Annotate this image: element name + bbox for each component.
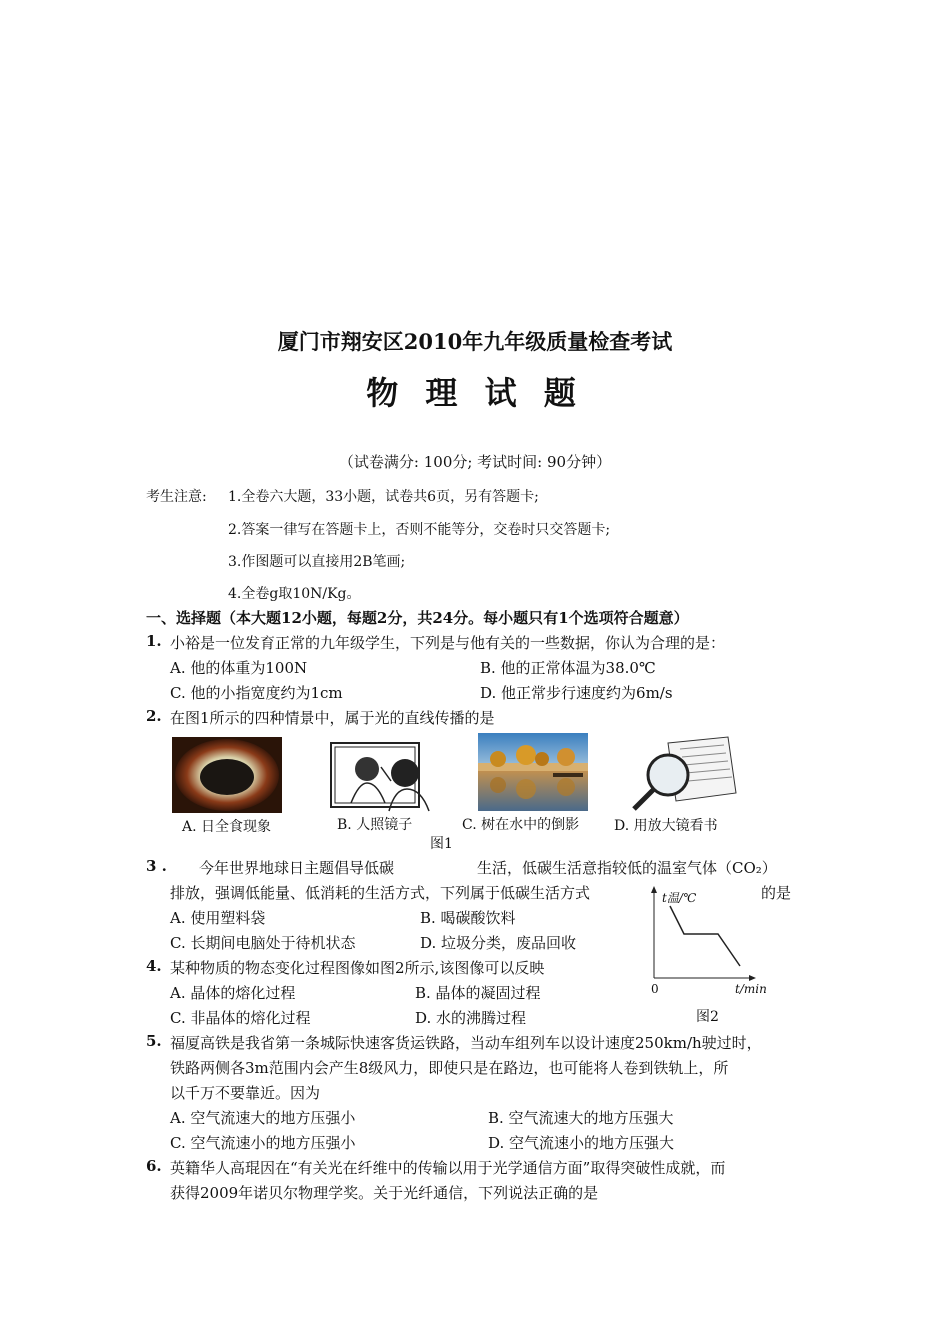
q1-stem: 小裕是一位发育正常的九年级学生，下列是与他有关的一些数据，你认为合理的是： xyxy=(170,634,726,652)
q3-stem-2a: 排放，强调低能量、低消耗的生活方式，下列属于低碳生活方式 xyxy=(170,884,591,902)
note-item-2: 2.答案一律写在答题卡上，否则不能等分，交卷时只交答题卡; xyxy=(228,522,611,538)
q6-line-2: 获得2009年诺贝尔物理学奖。关于光纤通信，下列说法正确的是 xyxy=(170,1184,599,1202)
q1-option-b: B. 他的正常体温为38.0℃ xyxy=(480,659,656,677)
q5-line-2: 铁路两侧各3m范围内会产生8级风力，即使只是在路边，也可能将人卷到铁轨上，所 xyxy=(170,1059,729,1077)
q4-stem: 某种物质的物态变化过程图像如图2所示,该图像可以反映 xyxy=(170,959,545,977)
q2-caption-c: C. 树在水中的倒影 xyxy=(462,817,580,833)
q6-line-1: 英籍华人高琨因在“有关光在纤维中的传输以用于光学通信方面”取得突破性成就，而 xyxy=(170,1159,726,1177)
x-axis-arrow xyxy=(749,975,756,981)
q5-option-d: D. 空气流速小的地方压强大 xyxy=(488,1134,675,1152)
q1-number: 1. xyxy=(146,632,162,650)
q1-option-d: D. 他正常步行速度约为6m/s xyxy=(480,684,673,702)
q3-stem-1b: 生活，低碳生活意指较低的温室气体（CO₂） xyxy=(477,859,777,877)
graph-x-label: t/min xyxy=(735,982,767,996)
section-heading: 一、选择题（本大题12小题，每题2分，共24分。每小题只有1个选项符合题意） xyxy=(146,609,689,627)
q3-option-c: C. 长期间电脑处于待机状态 xyxy=(170,934,356,952)
figure-2-label: 图2 xyxy=(696,1009,719,1025)
mirror-drawing-icon xyxy=(325,737,438,813)
y-axis-arrow xyxy=(651,886,657,893)
q4-number: 4. xyxy=(146,957,162,975)
note-item-3: 3.作图题可以直接用2B笔画; xyxy=(228,554,406,570)
q2-caption-a: A. 日全食现象 xyxy=(182,819,272,835)
q2-caption-b: B. 人照镜子 xyxy=(337,817,413,833)
q3-stem-1a: 今年世界地球日主题倡导低碳 xyxy=(199,859,395,877)
q5-number: 5. xyxy=(146,1032,162,1050)
q1-option-a: A. 他的体重为100N xyxy=(170,659,308,677)
subject-title: 物 理 试 题 xyxy=(366,374,584,412)
q4-option-a: A. 晶体的熔化过程 xyxy=(170,984,296,1002)
q4-option-d: D. 水的沸腾过程 xyxy=(415,1009,527,1027)
q3-option-b: B. 喝碳酸饮料 xyxy=(420,909,516,927)
q1-option-c: C. 他的小指宽度约为1cm xyxy=(170,684,343,702)
graph-y-label: t温/℃ xyxy=(662,891,697,905)
q5-line-1: 福厦高铁是我省第一条城际快速客货运铁路，当动车组列车以设计速度250km/h驶过时， xyxy=(170,1034,762,1052)
cooling-curve xyxy=(670,906,740,966)
q3-option-a: A. 使用塑料袋 xyxy=(170,909,266,927)
q2-number: 2. xyxy=(146,707,162,725)
exam-title: 厦门市翔安区2010年九年级质量检查考试 xyxy=(277,329,673,354)
q5-option-c: C. 空气流速小的地方压强小 xyxy=(170,1134,356,1152)
q5-line-3: 以千万不要靠近。因为 xyxy=(170,1084,321,1102)
q3-number: 3 . xyxy=(146,857,167,875)
note-item-1: 1.全卷六大题，33小题，试卷共6页，另有答题卡; xyxy=(228,489,539,505)
q2-caption-d: D. 用放大镜看书 xyxy=(614,818,718,834)
q3-stem-2b: 的是 xyxy=(761,884,792,902)
exam-info: （试卷满分: 100分; 考试时间: 90分钟） xyxy=(338,453,612,471)
tree-reflection-photo-icon xyxy=(478,733,588,811)
q2-stem: 在图1所示的四种情景中，属于光的直线传播的是 xyxy=(170,709,495,727)
notes-label: 考生注意: xyxy=(146,489,207,505)
q5-option-a: A. 空气流速大的地方压强小 xyxy=(170,1109,356,1127)
figure-1-label: 图1 xyxy=(430,836,453,852)
q3-option-d: D. 垃圾分类，废品回收 xyxy=(420,934,577,952)
q5-option-b: B. 空气流速大的地方压强大 xyxy=(488,1109,674,1127)
magnifier-drawing-icon xyxy=(628,733,740,813)
note-item-4: 4.全卷g取10N/Kg。 xyxy=(228,586,361,602)
graph-origin: 0 xyxy=(651,982,659,996)
q4-option-b: B. 晶体的凝固过程 xyxy=(415,984,541,1002)
q6-number: 6. xyxy=(146,1157,162,1175)
eclipse-photo-icon xyxy=(172,737,282,813)
q4-option-c: C. 非晶体的熔化过程 xyxy=(170,1009,311,1027)
